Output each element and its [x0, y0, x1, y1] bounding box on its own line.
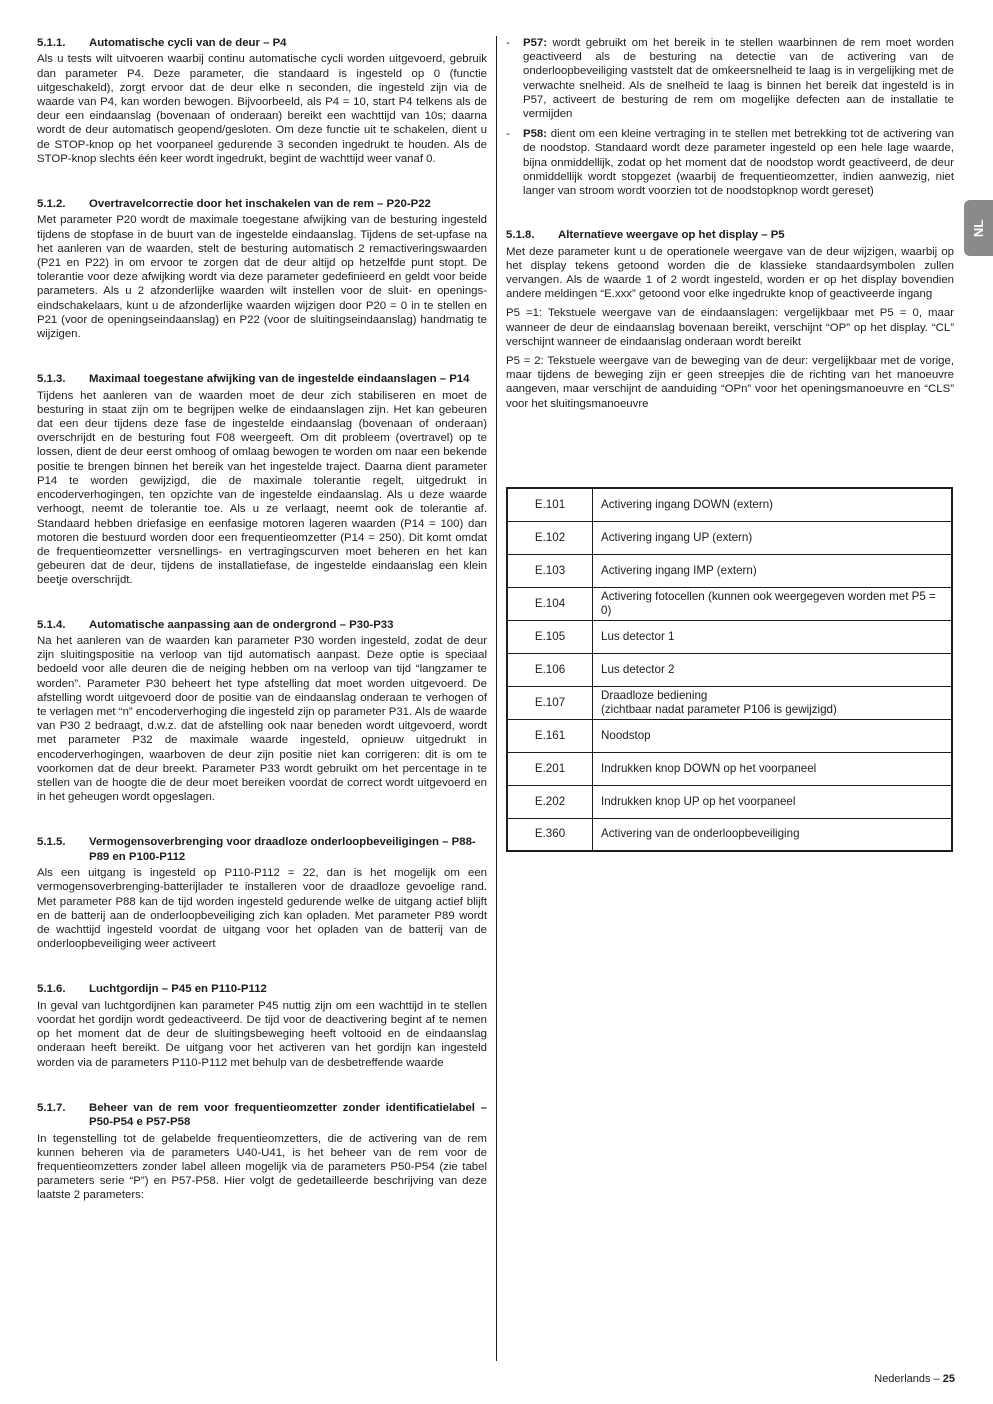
section-5-1-2 — [37, 197, 487, 341]
code-cell: E.107 — [507, 686, 593, 719]
section-number: 5.1.5. — [37, 836, 66, 849]
parameter-bullet-p57 — [506, 36, 954, 121]
code-cell: E.106 — [507, 653, 593, 686]
description-cell: Lus detector 2 — [593, 653, 953, 686]
table-row — [507, 653, 952, 686]
section-5-1-6 — [37, 982, 487, 1069]
page-footer — [874, 1373, 955, 1385]
description-cell — [593, 686, 953, 719]
code-cell: E.202 — [507, 785, 593, 818]
section-body: Met parameter P20 wordt de maximale toegestane afwijking van de besturing ingesteld tijdens de stopfase in de buurt van de ingestelde eindaanslag. Tijdens de set-upfase na het aanleren van de waarden, stelt de besturing automatisch 2 remactiveringswaarden (P21 en P22) in om ervoor te zorgen dat de deur altijd op hetzelfde punt stopt. De tolerantie voor deze afwijking wordt via deze parameter gedefinieerd en geldt voor beide parameters. Als u 2 afzonderlijke waarden wilt instellen voor de sluit- en openings-eindschakelaars, kunt u de afzonderlijke waarden wijzigen door P20 = 0 in te stellen en P21 (voor de openingseindaanslag) en P22 (voor de sluitingseindaanslag) handmatig te wijzigen. — [37, 214, 487, 341]
bullet-description: dient om een kleine vertraging in te stellen met betrekking tot de activering van de noodstop. Standaard wordt deze parameter ingesteld op een hele lage waarde, bijna onmiddellijk, zodat op het moment dat de noodstop wordt geactiveerd, de deur onmiddellijk wordt stopgezet (waarbij de frequentieomzetter, indien aanwezig, niet langer van stroom wordt voorzien tot de noodstopknop wordt gereset) — [523, 128, 954, 198]
section-title: Vermogensoverbrenging voor draadloze onderloopbeveiligingen – P88-P89 en P100-P112 — [89, 836, 476, 863]
bullet-term: P57: — [523, 37, 548, 49]
column-divider — [496, 36, 497, 1361]
table-row — [507, 719, 952, 752]
description-cell: Indrukken knop UP op het voorpaneel — [593, 785, 953, 818]
table-row — [507, 620, 952, 653]
description-cell: Noodstop — [593, 719, 953, 752]
bullet-description: wordt gebruikt om het bereik in te stellen waarbinnen de rem moet worden geactiveerd als de besturing na detectie van de activering van de onderloopbeveiliging vaststelt dat de omkeersnelheid te laag is in vergelijking met de verwachte snelheid. Als de snelheid te laag is binnen het bereik dat ingesteld is in P57, activeert de besturing de rem om mogelijke defecten aan de installatie te vermijden — [523, 37, 954, 121]
section-body: Na het aanleren van de waarden kan parameter P30 worden ingesteld, zodat de deur zijn sluitingspositie na verloop van tijd automatisch aanpast. Deze optie is speciaal bedoeld voor alle deuren die de neiging hebben om na verloop van tijd “langzamer te worden”. Parameter P30 beheert het type afstelling dat moet worden uitgevoerd. De afstelling wordt uitgevoerd door de positie van de eindaanslag onderaan te verhogen of te verlagen met “n” encoderverhoging die ingesteld zijn op parameter P31. Als de waarde van P30 2 bedraagt, d.w.z. dat de afstelling ook naar beneden wordt uitgevoerd, wordt met parameter P32 de maximale waarde ingesteld, opnieuw uitgedrukt in encoderverhogingen, waarboven de deur zijn positie niet kan corrigeren: dit is om te voorkomen dat de deur breekt. Parameter P33 wordt gebruikt om het percentage in te stellen van de hoogte die de deur moet bereiken voordat de correct wordt uitgevoerd en in het geheugen wordt opgeslagen. — [37, 634, 487, 804]
section-number: 5.1.3. — [37, 373, 66, 386]
section-title: Beheer van de rem voor frequentieomzetter zonder identificatielabel – P50-P54 e P57-P58 — [89, 1101, 487, 1129]
bullet-text — [523, 36, 954, 121]
description-cell: Indrukken knop DOWN op het voorpaneel — [593, 752, 953, 785]
table-row — [507, 686, 952, 719]
section-heading — [37, 36, 487, 50]
section-5-1-7 — [37, 1101, 487, 1203]
table-row — [507, 818, 952, 851]
section-body: Tijdens het aanleren van de waarden moet de deur zich stabiliseren en moet de besturing in staat zijn om te begrijpen welke de eindaanslagen zijn. Het kan gebeuren dat een deur tijdens deze fase de ingestelde eindaanslag (bovenaan of onderaan) overschrijdt en de besturing fout F08 weergeeft. Om dit probleem (overtravel) op te lossen, dient de deur eerst omhoog of omlaag bewogen te worden om naar een bekende positie te brengen binnen het bereik van het ingestelde traject. Daarna dient parameter P14 te worden gewijzigd, die de maximale tolerantie regelt, uitgedrukt in encoderverhogingen, ten opzichte van de ingestelde eindaanslag. Als u deze waarde verhoogt, neemt de tolerantie toe. Als u ze verlaagt, neemt ook de tolerantie af. Standaard hebben driefasige en eenfasige motoren lageren waarden (P14 = 100) dan motoren die bestuurd worden door een frequentieomzetter (P14 = 250). Dit komt omdat de frequentieomzetter versnellings- en vertragingscurven moet beheren en het kan gebeuren dat de deur, tijdens de installatiefase, de ingestelde eindaanslag een klein beetje overschrijdt. — [37, 389, 487, 587]
section-paragraph: P5 =1: Tekstuele weergave van de eindaanslagen: vergelijkbaar met P5 = 0, maar wanneer de deur de eindaanslag bovenaan bereikt, verschijnt “OP” op het display. “CL” verschijnt wanneer de eindaanslag onderaan wordt bereikt — [506, 307, 954, 348]
section-title: Luchtgordijn – P45 en P110-P112 — [89, 983, 267, 996]
section-body: Als u tests wilt uitvoeren waarbij continu automatische cycli worden uitgevoerd, gebruik dan parameter P4. Deze parameter, die standaard is ingesteld op 0 (functie uitgeschakeld), zorgt ervoor dat de deur elke n seconden, die ingesteld zijn via de waarde van P4, kan worden bewogen. Bijvoorbeeld, als P4 = 10, start P4 telkens als de deur een eindaanslag (bovenaan of onderaan) bereikt een wachttijd van 10s; daarna wordt de deur automatisch geopend/gesloten. Om deze functie uit te schakelen, dient u de STOP-knop op het voorpaneel gedurende 3 seconden ingedrukt te houden. Als de STOP-knop slechts één keer wordt ingedrukt, begint de wachttijd weer vanaf 0. — [37, 53, 487, 165]
description-cell: Activering ingang UP (extern) — [593, 521, 953, 554]
description-cell: Lus detector 1 — [593, 620, 953, 653]
parameter-bullet-p58 — [506, 127, 954, 198]
section-heading — [37, 197, 487, 211]
section-title: Automatische cycli van de deur – P4 — [89, 37, 287, 49]
section-number: 5.1.8. — [506, 229, 535, 242]
description-cell: Activering ingang DOWN (extern) — [593, 488, 953, 521]
section-5-1-5 — [37, 835, 487, 951]
footer-language: Nederlands – — [874, 1373, 943, 1385]
code-cell: E.360 — [507, 818, 593, 851]
page-number: 25 — [942, 1373, 955, 1385]
table-row — [507, 752, 952, 785]
table-row — [507, 488, 952, 521]
section-heading — [506, 228, 954, 242]
section-heading — [37, 982, 487, 996]
language-tab-label: NL — [971, 219, 986, 237]
section-number: 5.1.2. — [37, 198, 66, 211]
bullet-dash: - — [506, 128, 510, 141]
section-title: Automatische aanpassing aan de ondergrond – P30-P33 — [89, 618, 394, 631]
section-heading — [37, 618, 487, 632]
language-tab — [964, 200, 993, 256]
code-cell: E.105 — [507, 620, 593, 653]
table-row — [507, 587, 952, 620]
section-heading — [37, 835, 487, 864]
bullet-term: P58: — [523, 128, 548, 141]
section-heading — [37, 1101, 487, 1130]
code-cell: E.103 — [507, 554, 593, 587]
section-paragraph: Met deze parameter kunt u de operationele weergave van de deur wijzigen, waarbij op het display tekens getoond worden die de klassieke standaardsymbolen zullen vervangen. Als de waarde 1 of 2 wordt ingesteld, worden er op het display bovendien andere meldingen “E.xxx” getoond voor elke ingedrukte knop of geactiveerde ingang — [506, 245, 954, 301]
table-row — [507, 785, 952, 818]
section-5-1-4 — [37, 618, 487, 805]
description-cell: Activering ingang IMP (extern) — [593, 554, 953, 587]
code-cell: E.104 — [507, 587, 593, 620]
right-column — [506, 36, 954, 411]
code-cell: E.161 — [507, 719, 593, 752]
description-line: (zichtbaar nadat parameter P106 is gewijzigd) — [601, 702, 837, 716]
bullet-dash: - — [506, 37, 510, 49]
section-number: 5.1.7. — [37, 1101, 66, 1114]
section-title: Maximaal toegestane afwijking van de ingestelde eindaanslagen – P14 — [89, 373, 470, 386]
display-codes-table — [506, 487, 953, 852]
section-title: Alternatieve weergave op het display – P5 — [558, 229, 785, 242]
table-row — [507, 521, 952, 554]
code-cell: E.102 — [507, 521, 593, 554]
table-row — [507, 554, 952, 587]
section-body: Als een uitgang is ingesteld op P110-P112 = 22, dan is het mogelijk om een vermogensoverbrenging-batterijlader te installeren voor de draadloze gevoelige rand. Met parameter P88 kan de tijd worden ingesteld gedurende welke de uitgang actief blijft en de batterij aan de onderloopbeveiliging zich kan opladen. Met parameter P89 wordt de wachttijd ingesteld voordat de uitgang voor het opladen van de batterij van de onderloopbeveiliging weer activeert — [37, 867, 487, 951]
section-heading — [37, 372, 487, 386]
section-body: In tegenstelling tot de gelabelde frequentieomzetters, die de activering van de rem kunnen beheren via de parameters U40-U41, is het beheer van de rem voor de frequentieomzetters zonder label alleen mogelijk via de parameters P50-P54 (zie tabel parameters serie “P”) en P57-P58. Hier volgt de gedetailleerde beschrijving van deze laatste 2 parameters: — [37, 1132, 487, 1202]
code-cell: E.101 — [507, 488, 593, 521]
left-column — [37, 36, 487, 1203]
description-line: Draadloze bediening — [601, 688, 708, 702]
section-5-1-8 — [506, 228, 954, 411]
section-number: 5.1.4. — [37, 618, 66, 631]
section-number: 5.1.1. — [37, 37, 66, 49]
bullet-text — [523, 127, 954, 198]
description-cell: Activering van de onderloopbeveiliging — [593, 818, 953, 851]
section-number: 5.1.6. — [37, 983, 66, 996]
code-cell: E.201 — [507, 752, 593, 785]
section-5-1-1 — [37, 36, 487, 166]
section-title: Overtravelcorrectie door het inschakelen van de rem – P20-P22 — [89, 198, 431, 211]
section-5-1-3 — [37, 372, 487, 587]
section-paragraph: P5 = 2: Tekstuele weergave van de beweging van de deur: vergelijkbaar met de vorige, maar tijdens de beweging zijn er geen streepjes die de richting van het manoeuvre aangeven, maar verschijnt de aanduiding “OPn” voor het openingsmanoeuvre en “CLS” voor het sluitingsmanoeuvre — [506, 355, 954, 410]
section-body: In geval van luchtgordijnen kan parameter P45 nuttig zijn om een wachttijd in te stellen voordat het gordijn wordt gedeactiveerd. De tijd voor de deactivering begint af te nemen op het moment dat de deur de sluitingsbeweging heeft voltooid en de eindaanslag onderaan heeft bereikt. De uitgang voor het activeren van het gordijn kan ingesteld worden via de parameters P110-P112 met behulp van de desbetreffende waarde — [37, 999, 487, 1069]
description-cell: Activering fotocellen (kunnen ook weergegeven worden met P5 = 0) — [593, 587, 953, 620]
